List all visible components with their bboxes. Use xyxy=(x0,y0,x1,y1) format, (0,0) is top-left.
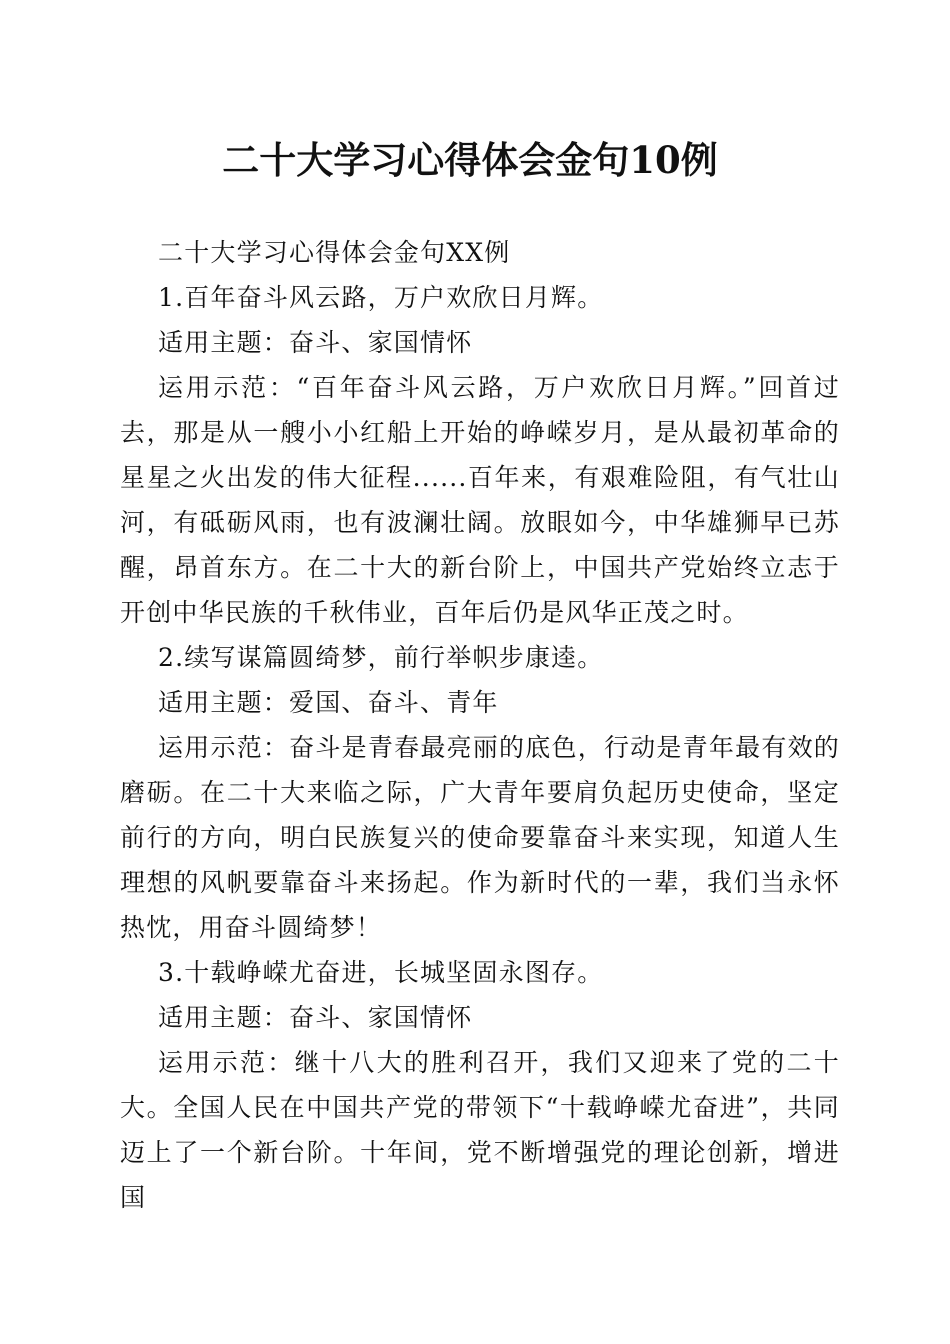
paragraph-example-1: 运用示范：“百年奋斗风云路，万户欢欣日月辉。”回首过去，那是从一艘小小红船上开始的峥嵘岁月，是从最初革命的星星之火出发的伟大征程......百年来，有艰难险阻，有气壮山河，有砥砺风雨，也有波澜壮阔。放眼如今，中华雄狮早已苏醒，昂首东方。在二十大的新台阶上，中国共产党始终立志于开创中华民族的千秋伟业，百年后仍是风华正茂之时。 xyxy=(120,373,840,627)
document-body xyxy=(120,230,840,1220)
paragraph-theme-1: 适用主题：奋斗、家国情怀 xyxy=(158,328,473,357)
paragraph-quote-1: 1.百年奋斗风云路，万户欢欣日月辉。 xyxy=(158,283,604,312)
paragraph-subtitle: 二十大学习心得体会金句XX例 xyxy=(158,238,511,267)
paragraph-theme-2: 适用主题：爱国、奋斗、青年 xyxy=(158,688,499,717)
paragraph-quote-2: 2.续写谋篇圆绮梦，前行举帜步康逵。 xyxy=(158,643,604,672)
document-title: 二十大学习心得体会金句10例 xyxy=(222,138,718,182)
paragraph-example-3: 运用示范：继十八大的胜利召开，我们又迎来了党的二十大。全国人民在中国共产党的带领下“十载峥嵘尤奋进”，共同迈上了一个新台阶。十年间，党不断增强党的理论创新，增进国 xyxy=(120,1048,840,1212)
paragraph-example-2: 运用示范：奋斗是青春最亮丽的底色，行动是青年最有效的磨砺。在二十大来临之际，广大青年要肩负起历史使命，坚定前行的方向，明白民族复兴的使命要靠奋斗来实现，知道人生理想的风帆要靠奋斗来扬起。作为新时代的一辈，我们当永怀热忱，用奋斗圆绮梦！ xyxy=(120,733,840,942)
paragraph-theme-3: 适用主题：奋斗、家国情怀 xyxy=(158,1003,473,1032)
paragraph-quote-3: 3.十载峥嵘尤奋进，长城坚固永图存。 xyxy=(158,958,604,987)
